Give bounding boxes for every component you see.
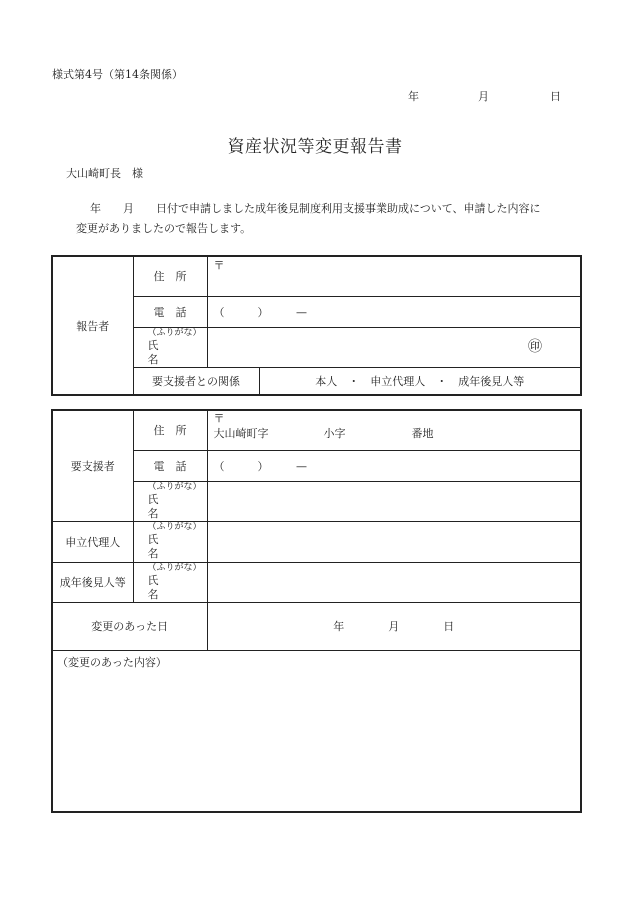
postal-mark: 〒 [213,259,225,272]
reporter-section-label: 報告者 [52,256,133,395]
supported-address-label: 住 所 [133,410,207,450]
furigana-label: （ふりがな） [147,327,202,338]
guardian-label: 成年後見人等 [52,562,133,602]
reporter-address-label: 住 所 [133,256,207,296]
supported-address-field[interactable] [207,410,581,450]
supported-table [51,409,582,813]
reporter-table [51,255,582,396]
change-content-label: （変更のあった内容） [57,655,167,669]
petition-agent-label: 申立代理人 [52,521,133,562]
petition-agent-name-field[interactable] [207,521,581,562]
header-month: 月 [478,90,489,103]
reporter-name-field[interactable] [207,327,581,367]
supported-name-label: （ふりがな） 氏名 [133,481,207,521]
reporter-address-field[interactable] [207,256,581,296]
guardian-name-field[interactable] [207,562,581,602]
furigana-label: （ふりがな） [147,481,202,492]
relation-options[interactable]: 本人 ・ 申立代理人 ・ 成年後見人等 [259,367,581,395]
form-number: 様式第4号（第14条関係） [52,68,183,81]
supported-section-label: 要支援者 [52,410,133,521]
supported-address-value: 大山崎町字 小字 番地 [213,427,434,440]
petition-agent-name-label: （ふりがな） 氏名 [133,521,207,562]
seal-mark-icon: ㊞ [528,338,542,355]
change-date-field[interactable]: 年 月 日 [207,602,581,650]
intro-line-1: 年 月 日付で申請しました成年後見制度利用支援事業助成について、申請した内容に [90,202,541,215]
header-day: 日 [550,90,561,103]
reporter-phone-label: 電 話 [133,296,207,327]
change-content-field[interactable] [52,650,581,812]
page-title: 資産状況等変更報告書 [227,137,403,157]
reporter-phone-field[interactable]: （ ） — [207,296,581,327]
reporter-name-label: （ふりがな） 氏名 [133,327,207,367]
guardian-name-label: （ふりがな） 氏名 [133,562,207,602]
supported-phone-label: 電 話 [133,450,207,481]
furigana-label: （ふりがな） [147,562,202,573]
addressee: 大山崎町長 様 [66,167,143,180]
change-date-label: 変更のあった日 [52,602,207,650]
intro-line-2: 変更がありましたので報告します。 [76,222,252,235]
postal-mark: 〒 [213,412,225,425]
relation-label: 要支援者との関係 [133,367,259,395]
furigana-label: （ふりがな） [147,522,202,532]
supported-name-field[interactable] [207,481,581,521]
header-year: 年 [408,90,419,103]
supported-phone-field[interactable]: （ ） — [207,450,581,481]
